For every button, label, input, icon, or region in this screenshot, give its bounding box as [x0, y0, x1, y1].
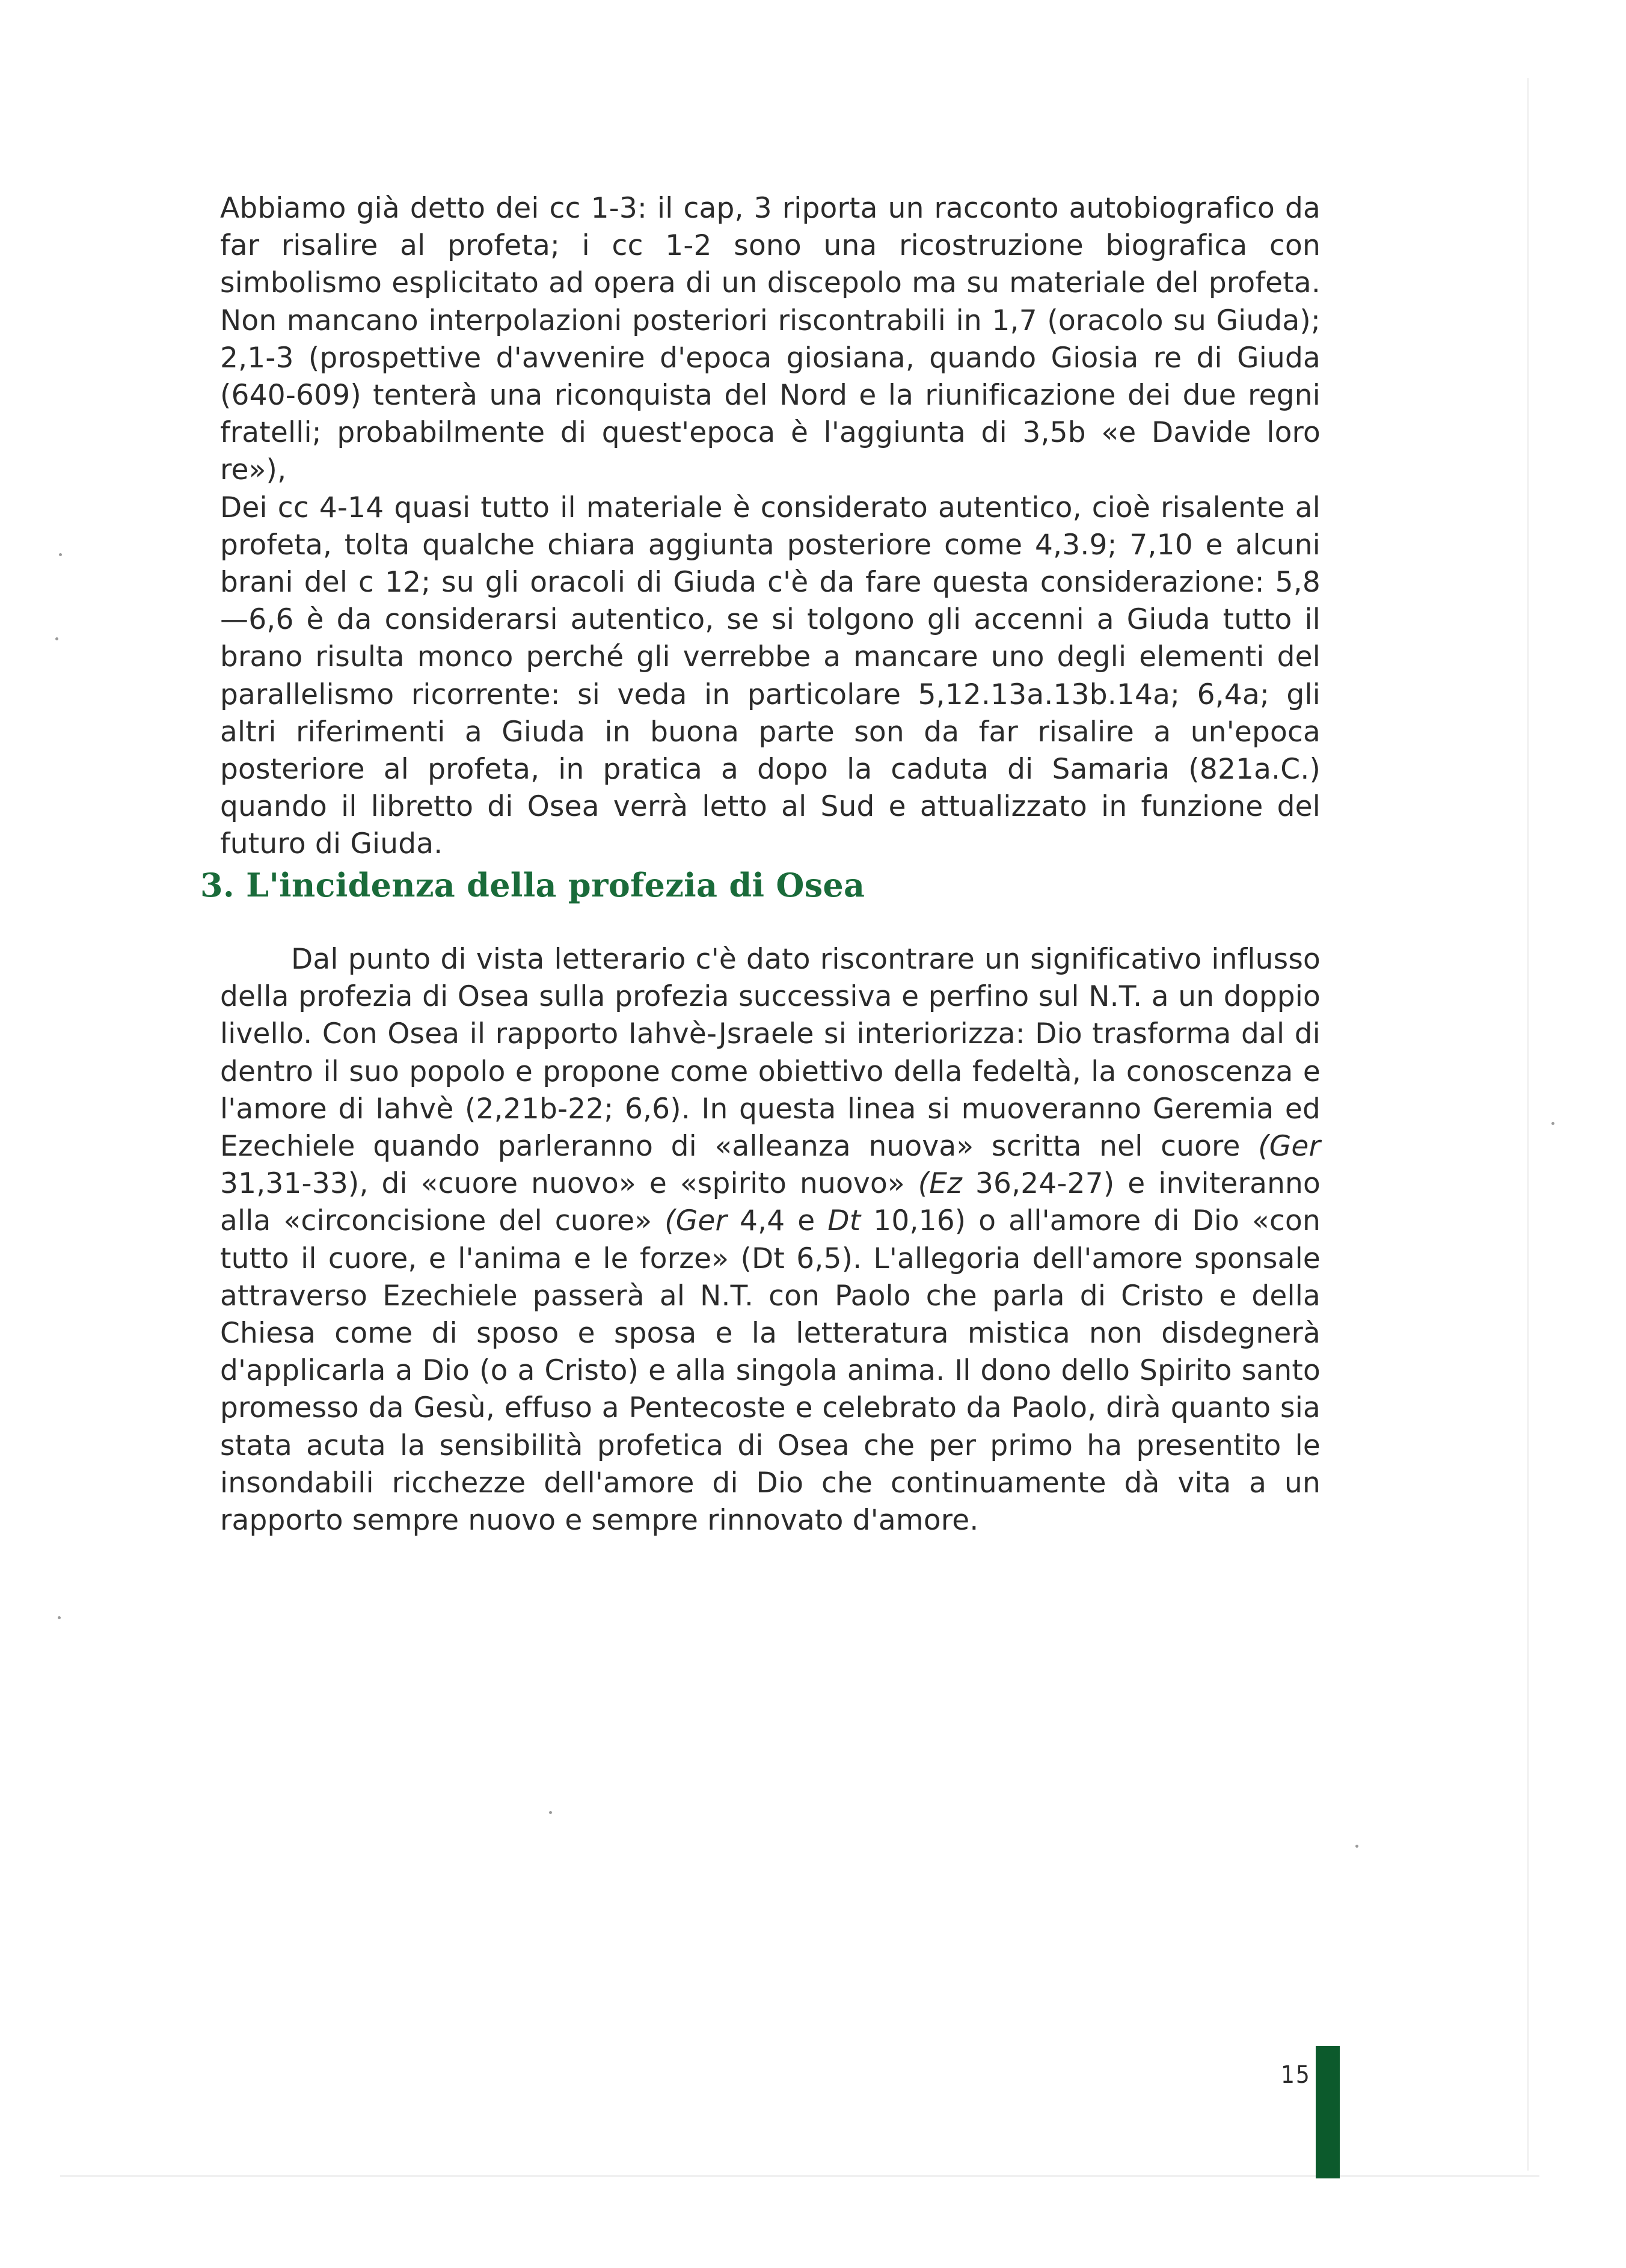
section-heading: 3. L'incidenza della profezia di Osea — [200, 866, 865, 904]
ref-ezechiele: (Ez — [918, 1167, 963, 1201]
scan-speck — [59, 553, 62, 556]
scan-speck — [58, 1616, 61, 1619]
text-segment: 31,31-33), di «cuore nuovo» e «spirito nuovo» — [220, 1167, 918, 1201]
text-segment: Dal punto di vista letterario c'è dato riscontrare un significativo influsso della profezia di Osea sulla profezia successiva e perfino sul N.T. a un doppio livello. Con Osea il rapporto Iahvè-Jsraele si interiorizza: Dio trasforma dal di dentro il suo popolo e propone come obiettivo della fedeltà, la conoscenza e l'amore di Iahvè (2,21b-22; 6,6). In questa linea si muoveranno Geremia ed Ezechiele quando parleranno di «alleanza nuova» scritta nel cuore — [220, 943, 1321, 1163]
scan-speck — [549, 1811, 552, 1814]
scan-speck — [1355, 1845, 1358, 1848]
page-edge-tab — [1316, 2046, 1340, 2178]
scan-sheet-edge-right — [1527, 78, 1529, 2171]
text-segment: 4,4 e — [727, 1204, 828, 1238]
body-text-bottom — [220, 941, 1321, 1539]
body-text-top — [220, 190, 1321, 863]
page-number: 15 — [1281, 2061, 1311, 2089]
paragraph-authorship-cc1-3: Abbiamo già detto dei cc 1-3: il cap, 3 riporta un racconto autobiografico da far risalire al profeta; i cc 1-2 sono una ricostruzione biografica con simbolismo esplicitato ad opera di un discepolo ma su materiale del profeta. Non mancano interpolazioni posteriori riscontrabili in 1,7 (oracolo su Giuda); 2,1-3 (prospettive d'avvenire d'epoca giosiana, quando Giosia re di Giuda (640-609) tenterà una riconquista del Nord e la riunificazione dei due regni fratelli; probabilmente di quest'epoca è l'aggiunta di 3,5b «e Davide loro re»), — [220, 192, 1321, 487]
text-segment: 10,16) o all'amore di Dio «con tutto il cuore, e l'anima e le forze» (Dt 6,5). L'allegoria dell'amore sponsale attraverso Ezechiele passerà al N.T. con Paolo che parla di Cristo e della Chiesa come di sposo e sposa e la letteratura mistica non disdegnerà d'applicarla a Dio (o a Cristo) e alla singola anima. Il dono dello Spirito santo promesso da Gesù, effuso a Pentecoste e celebrato da Paolo, dirà quanto sia stata acuta la sensibilità profetica di Osea che per primo ha presentito le insondabili ricchezze dell'amore di Dio che continuamente dà vita a un rapporto sempre nuovo e sempre rinnovato d'amore. — [220, 1204, 1321, 1537]
scan-speck — [1551, 1122, 1554, 1125]
ref-deuteronomio: Dt — [827, 1204, 861, 1238]
scan-speck — [55, 637, 58, 640]
text-segment: 36,24-27) e inviteranno alla «circoncisione del cuore» — [220, 1167, 1321, 1238]
paragraph-influence-of-hosea — [220, 941, 1321, 1539]
paragraph-authorship-cc4-14: Dei cc 4-14 quasi tutto il materiale è considerato autentico, cioè risalente al profeta, tolta qualche chiara aggiunta posteriore come 4,3.9; 7,10 e alcuni brani del c 12; su gli oracoli di Giuda c'è da fare questa considerazione: 5,8—6,6 è da considerarsi autentico, se si tolgono gli accenni a Giuda tutto il brano risulta monco perché gli verrebbe a mancare uno degli elementi del parallelismo ricorrente: si veda in particolare 5,12.13a.13b.14a; 6,4a; gli altri riferimenti a Giuda in buona parte son da far risalire a un'epoca posteriore al profeta, in pratica a dopo la caduta di Samaria (821a.C.) quando il libretto di Osea verrà letto al Sud e attualizzato in funzione del futuro di Giuda. — [220, 491, 1321, 861]
ref-geremia: (Ger — [1258, 1130, 1321, 1163]
ref-geremia: (Ger — [664, 1204, 728, 1238]
